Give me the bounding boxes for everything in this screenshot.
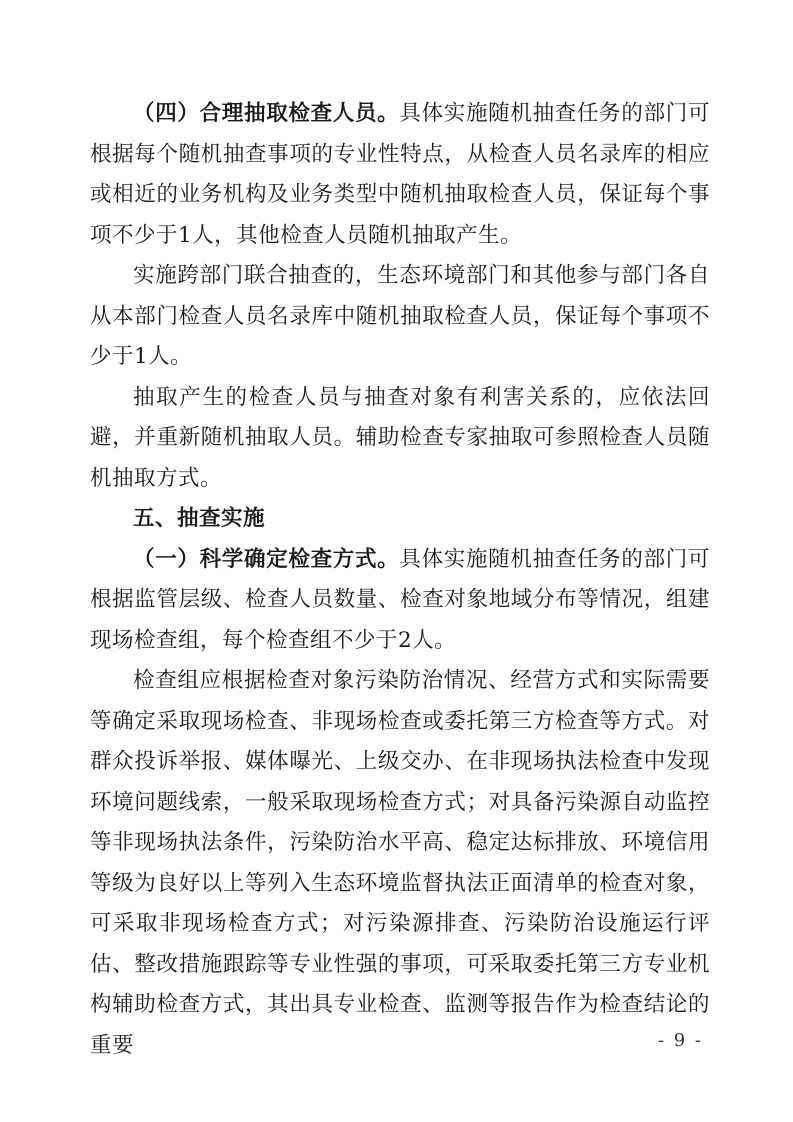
paragraph-select-inspectors xyxy=(90,94,710,256)
paragraph-text: 抽取产生的检查人员与抽查对象有利害关系的，应依法回避，并重新随机抽取人员。辅助检查专家抽取可参照检查人员随机抽取方式。 xyxy=(90,384,710,491)
paragraph-joint-inspection xyxy=(90,256,710,378)
paragraph-recusal xyxy=(90,378,710,500)
page-number: - 9 - xyxy=(657,1030,703,1051)
paragraph-text: 具体实施随机抽查任务的部门可根据每个随机抽查事项的专业性特点，从检查人员名录库的相应或相近的业务机构及业务类型中随机抽取检查人员，保证每个事项不少于1人，其他检查人员随机抽取产生。 xyxy=(90,101,710,248)
paragraph-lead: （一）科学确定检查方式。 xyxy=(133,546,400,572)
paragraph-text: 具体实施随机抽查任务的部门可根据监管层级、检查人员数量、检查对象地域分布等情况，组建现场检查组，每个检查组不少于2人。 xyxy=(90,546,710,653)
paragraph-inspection-team xyxy=(90,661,710,1066)
paragraph-text: 实施跨部门联合抽查的，生态环境部门和其他参与部门各自从本部门检查人员名录库中随机抽取检查人员，保证每个事项不少于1人。 xyxy=(90,263,710,369)
document-body xyxy=(90,94,710,1066)
paragraph-text: 检查组应根据检查对象污染防治情况、经营方式和实际需要等确定采取现场检查、非现场检查或委托第三方检查等方式。对群众投诉举报、媒体曝光、上级交办、在非现场执法检查中发现环境问题线索，一般采取现场检查方式；对具备污染源自动监控等非现场执法条件，污染防治水平高、稳定达标排放、环境信用等级为良好以上等列入生态环境监督执法正面清单的检查对象，可采取非现场检查方式；对污染源排查、污染防治设施运行评估、整改措施跟踪等专业性强的事项，可采取委托第三方专业机构辅助检查方式，其出具专业检查、监测等报告作为检查结论的重要 xyxy=(90,668,710,1058)
paragraph-lead: （四）合理抽取检查人员。 xyxy=(133,101,400,126)
section-heading: 五、抽查实施 xyxy=(133,506,266,531)
paragraph-inspection-method xyxy=(90,540,710,662)
